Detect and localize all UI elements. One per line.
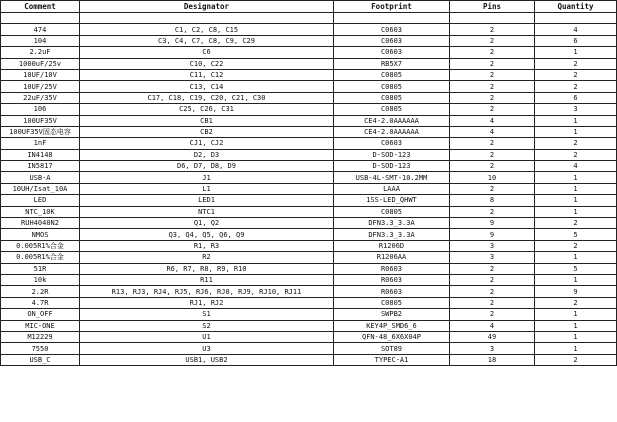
- cell-pins[interactable]: 2: [450, 309, 535, 320]
- cell-comment[interactable]: 10k: [1, 274, 80, 285]
- cell-quantity[interactable]: 5: [535, 229, 617, 240]
- cell-comment[interactable]: 10UF/10V: [1, 69, 80, 80]
- cell-designator[interactable]: U3: [80, 343, 334, 354]
- table-row: [1, 263, 617, 274]
- table-row: [1, 24, 617, 35]
- cell-pins[interactable]: 2: [450, 138, 535, 149]
- table-row: [1, 58, 617, 69]
- cell-pins[interactable]: 4: [450, 115, 535, 126]
- cell-designator[interactable]: R13, RJ3, RJ4, RJ5, RJ6, RJ8, RJ9, RJ10, RJ11: [80, 286, 334, 297]
- cell-comment[interactable]: MIC-ONE: [1, 320, 80, 331]
- cell-comment[interactable]: IN4148: [1, 149, 80, 160]
- cell-comment[interactable]: USB-A: [1, 172, 80, 183]
- cell-quantity[interactable]: 2: [535, 69, 617, 80]
- cell-quantity[interactable]: 5: [535, 263, 617, 274]
- cell-designator[interactable]: C11, C12: [80, 69, 334, 80]
- table-row: [1, 229, 617, 240]
- cell-footprint[interactable]: CE4-2.0AAAAAA: [334, 115, 450, 126]
- cell-quantity[interactable]: 2: [535, 218, 617, 229]
- cell-pins[interactable]: 10: [450, 172, 535, 183]
- cell-pins[interactable]: 3: [450, 252, 535, 263]
- cell-quantity[interactable]: 1: [535, 126, 617, 137]
- table-row: [1, 13, 617, 24]
- table-row: [1, 218, 617, 229]
- cell-quantity[interactable]: 1: [535, 172, 617, 183]
- cell-designator[interactable]: [80, 13, 334, 24]
- cell-quantity[interactable]: 2: [535, 149, 617, 160]
- cell-comment[interactable]: USB_C: [1, 354, 80, 365]
- table-row: [1, 115, 617, 126]
- cell-comment[interactable]: 100UF35V: [1, 115, 80, 126]
- cell-designator[interactable]: CJ1, CJ2: [80, 138, 334, 149]
- cell-quantity[interactable]: 1: [535, 47, 617, 58]
- cell-pins[interactable]: 2: [450, 161, 535, 172]
- cell-pins[interactable]: 2: [450, 47, 535, 58]
- cell-designator[interactable]: R11: [80, 274, 334, 285]
- cell-footprint[interactable]: DFN3.3_3.3A: [334, 229, 450, 240]
- cell-footprint[interactable]: D-SOD-123: [334, 149, 450, 160]
- cell-quantity[interactable]: 1: [535, 331, 617, 342]
- cell-comment[interactable]: NTC_10K: [1, 206, 80, 217]
- cell-pins[interactable]: 2: [450, 149, 535, 160]
- cell-footprint[interactable]: R1206D: [334, 240, 450, 251]
- cell-quantity[interactable]: [535, 13, 617, 24]
- cell-pins[interactable]: 3: [450, 240, 535, 251]
- cell-quantity[interactable]: 6: [535, 35, 617, 46]
- cell-quantity[interactable]: 2: [535, 354, 617, 365]
- cell-designator[interactable]: RJ1, RJ2: [80, 297, 334, 308]
- cell-pins[interactable]: 2: [450, 69, 535, 80]
- cell-pins[interactable]: 8: [450, 195, 535, 206]
- cell-footprint[interactable]: KEY4P_SMD6_6: [334, 320, 450, 331]
- table-row: [1, 92, 617, 103]
- table-row: [1, 47, 617, 58]
- cell-designator[interactable]: D2, D3: [80, 149, 334, 160]
- cell-pins[interactable]: 4: [450, 320, 535, 331]
- cell-quantity[interactable]: 1: [535, 195, 617, 206]
- cell-pins[interactable]: 49: [450, 331, 535, 342]
- cell-quantity[interactable]: 1: [535, 309, 617, 320]
- cell-comment[interactable]: 22uF/35V: [1, 92, 80, 103]
- cell-designator[interactable]: R1, R3: [80, 240, 334, 251]
- cell-pins[interactable]: 2: [450, 92, 535, 103]
- cell-quantity[interactable]: 2: [535, 58, 617, 69]
- cell-quantity[interactable]: 1: [535, 252, 617, 263]
- cell-pins[interactable]: 18: [450, 354, 535, 365]
- cell-comment[interactable]: ON_OFF: [1, 309, 80, 320]
- cell-comment[interactable]: 7550: [1, 343, 80, 354]
- cell-footprint[interactable]: R0603: [334, 263, 450, 274]
- table-row: [1, 69, 617, 80]
- cell-quantity[interactable]: 3: [535, 104, 617, 115]
- table-row: [1, 149, 617, 160]
- cell-footprint[interactable]: [334, 13, 450, 24]
- cell-pins[interactable]: 9: [450, 218, 535, 229]
- cell-footprint[interactable]: SOT89: [334, 343, 450, 354]
- cell-footprint[interactable]: SWPB2: [334, 309, 450, 320]
- cell-pins[interactable]: 2: [450, 297, 535, 308]
- cell-footprint[interactable]: C0603: [334, 35, 450, 46]
- cell-footprint[interactable]: D-SOD-123: [334, 161, 450, 172]
- cell-footprint[interactable]: LAAA: [334, 183, 450, 194]
- cell-footprint[interactable]: C0603: [334, 47, 450, 58]
- cell-pins[interactable]: [450, 13, 535, 24]
- cell-designator[interactable]: S2: [80, 320, 334, 331]
- cell-comment[interactable]: 104: [1, 35, 80, 46]
- table-row: [1, 320, 617, 331]
- cell-pins[interactable]: 2: [450, 286, 535, 297]
- cell-footprint[interactable]: R0603: [334, 274, 450, 285]
- cell-quantity[interactable]: 1: [535, 206, 617, 217]
- table-row: [1, 286, 617, 297]
- cell-quantity[interactable]: 9: [535, 286, 617, 297]
- cell-comment[interactable]: 0.005R1%合金: [1, 252, 80, 263]
- cell-designator[interactable]: C13, C14: [80, 81, 334, 92]
- table-row: [1, 331, 617, 342]
- cell-pins[interactable]: 4: [450, 126, 535, 137]
- cell-pins[interactable]: 2: [450, 58, 535, 69]
- cell-quantity[interactable]: 2: [535, 81, 617, 92]
- table-row: [1, 274, 617, 285]
- cell-designator[interactable]: LED1: [80, 195, 334, 206]
- header-pins[interactable]: Pins: [450, 1, 535, 13]
- cell-footprint[interactable]: TYPEC-A1: [334, 354, 450, 365]
- table-row: [1, 138, 617, 149]
- header-designator[interactable]: Designator: [80, 1, 334, 13]
- table-row: [1, 206, 617, 217]
- table-row: [1, 126, 617, 137]
- cell-footprint[interactable]: 1SS-LED_QHWT: [334, 195, 450, 206]
- cell-footprint[interactable]: USB-4L-SMT-10.2MM: [334, 172, 450, 183]
- cell-footprint[interactable]: DFN3.3_3.3A: [334, 218, 450, 229]
- cell-designator[interactable]: C1, C2, C8, C15: [80, 24, 334, 35]
- cell-comment[interactable]: 0.005R1%合金: [1, 240, 80, 251]
- cell-pins[interactable]: 2: [450, 24, 535, 35]
- cell-quantity[interactable]: 1: [535, 183, 617, 194]
- cell-comment[interactable]: 1nF: [1, 138, 80, 149]
- cell-quantity[interactable]: 1: [535, 115, 617, 126]
- cell-comment[interactable]: 10UF/25V: [1, 81, 80, 92]
- cell-quantity[interactable]: 1: [535, 274, 617, 285]
- table-row: [1, 195, 617, 206]
- header-comment[interactable]: Comment: [1, 1, 80, 13]
- cell-designator[interactable]: CB1: [80, 115, 334, 126]
- cell-quantity[interactable]: 2: [535, 240, 617, 251]
- header-quantity[interactable]: Quantity: [535, 1, 617, 13]
- cell-designator[interactable]: C10, C22: [80, 58, 334, 69]
- table-row: [1, 343, 617, 354]
- cell-pins[interactable]: 2: [450, 274, 535, 285]
- cell-comment[interactable]: 474: [1, 24, 80, 35]
- cell-footprint[interactable]: C0805: [334, 81, 450, 92]
- table-row: [1, 172, 617, 183]
- table-row: [1, 309, 617, 320]
- cell-comment[interactable]: RUH4040N2: [1, 218, 80, 229]
- cell-pins[interactable]: 2: [450, 183, 535, 194]
- cell-designator[interactable]: C17, C18, C19, C20, C21, C30: [80, 92, 334, 103]
- cell-footprint[interactable]: C0805: [334, 104, 450, 115]
- cell-comment[interactable]: NMOS: [1, 229, 80, 240]
- table-row: [1, 297, 617, 308]
- cell-designator[interactable]: L1: [80, 183, 334, 194]
- cell-quantity[interactable]: 4: [535, 161, 617, 172]
- cell-comment[interactable]: 100UF35V固态电容: [1, 126, 80, 137]
- cell-comment[interactable]: M12229: [1, 331, 80, 342]
- cell-comment[interactable]: IN5817: [1, 161, 80, 172]
- cell-comment[interactable]: LED: [1, 195, 80, 206]
- cell-pins[interactable]: 2: [450, 81, 535, 92]
- table-row: [1, 240, 617, 251]
- header-footprint[interactable]: Footprint: [334, 1, 450, 13]
- cell-comment[interactable]: 2.2R: [1, 286, 80, 297]
- cell-footprint[interactable]: C0805: [334, 206, 450, 217]
- bom-body: [1, 13, 617, 366]
- cell-designator[interactable]: R2: [80, 252, 334, 263]
- table-row: [1, 183, 617, 194]
- header-row: [1, 1, 617, 13]
- cell-comment[interactable]: 106: [1, 104, 80, 115]
- table-row: [1, 354, 617, 365]
- cell-designator[interactable]: C25, C26, C31: [80, 104, 334, 115]
- cell-footprint[interactable]: RB5X7: [334, 58, 450, 69]
- cell-quantity[interactable]: 6: [535, 92, 617, 103]
- cell-designator[interactable]: C3, C4, C7, C8, C9, C29: [80, 35, 334, 46]
- cell-designator[interactable]: NTC1: [80, 206, 334, 217]
- cell-pins[interactable]: 9: [450, 229, 535, 240]
- cell-quantity[interactable]: 2: [535, 138, 617, 149]
- cell-designator[interactable]: J1: [80, 172, 334, 183]
- cell-comment[interactable]: 1000uF/25v: [1, 58, 80, 69]
- cell-designator[interactable]: CB2: [80, 126, 334, 137]
- cell-footprint[interactable]: C0805: [334, 92, 450, 103]
- cell-footprint[interactable]: QFN-48_6X6X04P: [334, 331, 450, 342]
- cell-quantity[interactable]: 1: [535, 320, 617, 331]
- cell-comment[interactable]: 2.2uF: [1, 47, 80, 58]
- cell-designator[interactable]: D6, D7, D8, D9: [80, 161, 334, 172]
- cell-pins[interactable]: 2: [450, 35, 535, 46]
- table-row: [1, 252, 617, 263]
- cell-footprint[interactable]: R0603: [334, 286, 450, 297]
- cell-pins[interactable]: 2: [450, 206, 535, 217]
- cell-quantity[interactable]: 2: [535, 297, 617, 308]
- cell-footprint[interactable]: C0603: [334, 138, 450, 149]
- cell-comment[interactable]: 10UH/Isat_10A: [1, 183, 80, 194]
- cell-designator[interactable]: S1: [80, 309, 334, 320]
- cell-comment[interactable]: [1, 13, 80, 24]
- table-row: [1, 161, 617, 172]
- cell-designator[interactable]: Q1, Q2: [80, 218, 334, 229]
- cell-designator[interactable]: USB1, USB2: [80, 354, 334, 365]
- cell-footprint[interactable]: R1206AA: [334, 252, 450, 263]
- cell-quantity[interactable]: 4: [535, 24, 617, 35]
- cell-footprint[interactable]: C0805: [334, 297, 450, 308]
- cell-quantity[interactable]: 1: [535, 343, 617, 354]
- cell-pins[interactable]: 2: [450, 104, 535, 115]
- cell-comment[interactable]: 51R: [1, 263, 80, 274]
- table-row: [1, 35, 617, 46]
- cell-pins[interactable]: 2: [450, 263, 535, 274]
- cell-footprint[interactable]: C0603: [334, 24, 450, 35]
- cell-footprint[interactable]: CE4-2.0AAAAAA: [334, 126, 450, 137]
- cell-designator[interactable]: R6, R7, R8, R9, R10: [80, 263, 334, 274]
- table-row: [1, 81, 617, 92]
- cell-pins[interactable]: 3: [450, 343, 535, 354]
- cell-designator[interactable]: C6: [80, 47, 334, 58]
- table-row: [1, 104, 617, 115]
- cell-designator[interactable]: U1: [80, 331, 334, 342]
- cell-designator[interactable]: Q3, Q4, Q5, Q6, Q9: [80, 229, 334, 240]
- cell-footprint[interactable]: C0805: [334, 69, 450, 80]
- cell-comment[interactable]: 4.7R: [1, 297, 80, 308]
